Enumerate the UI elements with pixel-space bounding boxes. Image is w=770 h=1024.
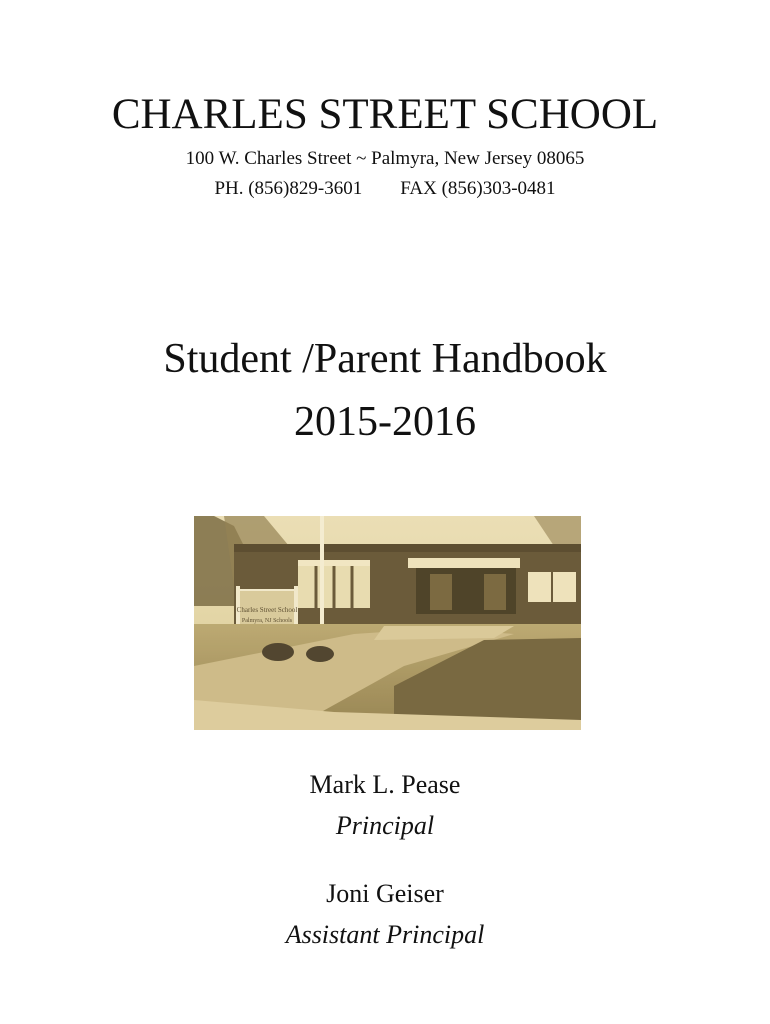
sign-text-line2: Palmyra, NJ Schools <box>241 618 293 624</box>
principal-name: Mark L. Pease <box>309 770 461 799</box>
principal-title: Principal <box>335 811 435 840</box>
school-building-photo <box>194 516 581 730</box>
contact-line <box>0 178 770 200</box>
handbook-title: Student /Parent Handbook <box>163 336 607 382</box>
phone-number: PH. (856)829-3601 <box>214 178 363 199</box>
school-name: CHARLES STREET SCHOOL <box>111 91 659 138</box>
assistant-principal-name: Joni Geiser <box>326 879 444 908</box>
school-address: 100 W. Charles Street ~ Palmyra, New Jersey 08065 <box>185 148 585 169</box>
handbook-year: 2015-2016 <box>294 399 476 445</box>
assistant-principal-title: Assistant Principal <box>285 920 485 949</box>
sign-text-line1: Charles Street School <box>236 606 298 614</box>
fax-number: FAX (856)303-0481 <box>400 178 556 199</box>
